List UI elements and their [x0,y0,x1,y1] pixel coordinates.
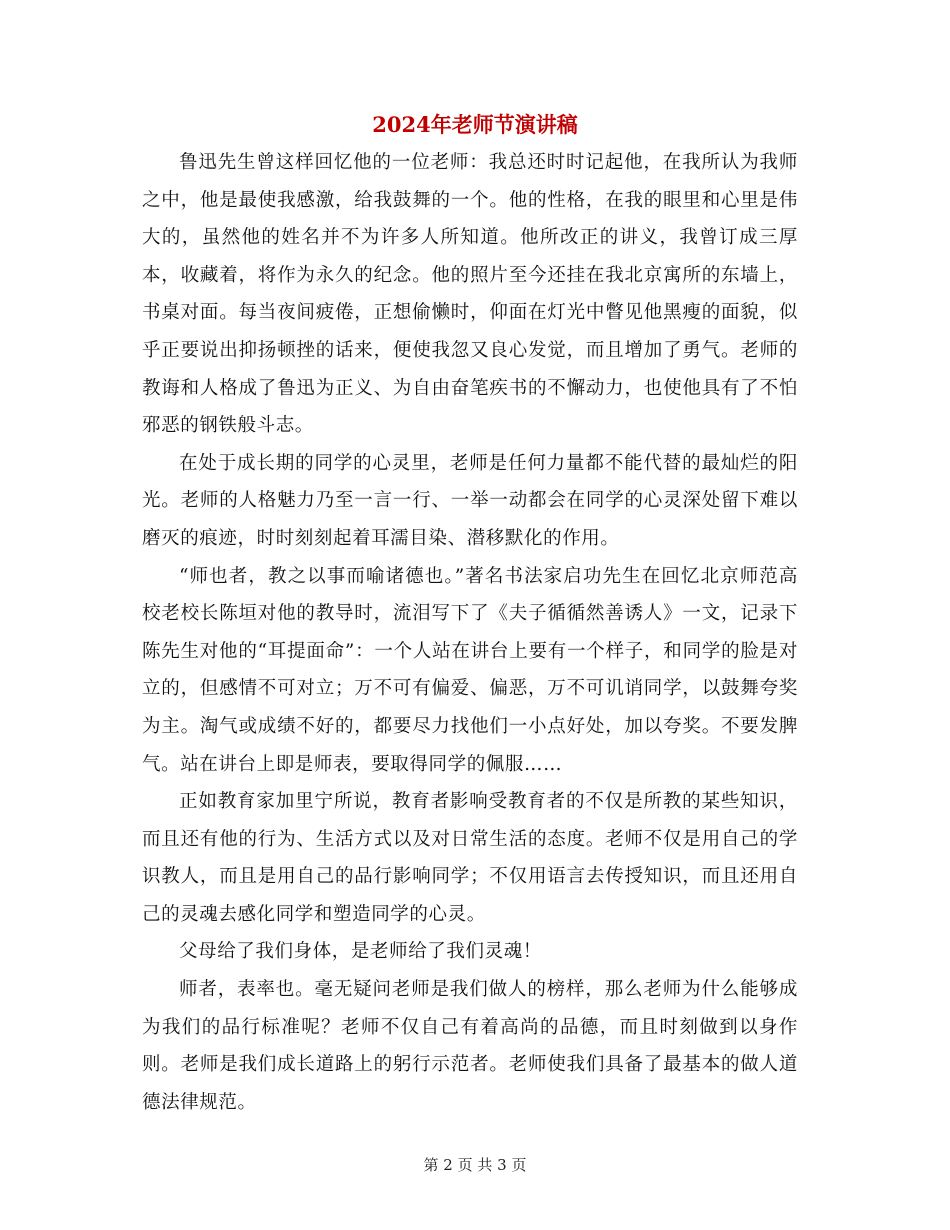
paragraph-1: 鲁迅先生曾这样回忆他的一位老师：我总还时时记起他，在我所认为我师之中，他是最使我感激，给我鼓舞的一个。他的性格，在我的眼里和心里是伟大的，虽然他的姓名并不为许多人所知道。他所改正的讲义，我曾订成三厚本，收藏着，将作为永久的纪念。他的照片至今还挂在我北京寓所的东墙上，书桌对面。每当夜间疲倦，正想偷懒时，仰面在灯光中瞥见他黑瘦的面貌，似乎正要说出抑扬顿挫的话来，便使我忽又良心发觉，而且增加了勇气。老师的教诲和人格成了鲁迅为正义、为自由奋笔疾书的不懈动力，也使他具有了不怕邪恶的钢铁般斗志。 [142,152,798,437]
paragraph-2: 在处于成长期的同学的心灵里，老师是任何力量都不能代替的最灿烂的阳光。老师的人格魅力乃至一言一行、一举一动都会在同学的心灵深处留下难以磨灭的痕迹，时时刻刻起着耳濡目染、潜移默化的作用。 [142,452,798,549]
paragraph-3: “师也者，教之以事而喻诸德也。”著名书法家启功先生在回忆北京师范高校老校长陈垣对他的教导时，流泪写下了《夫子循循然善诱人》一文，记录下陈先生对他的“耳提面命”：一个人站在讲台上要有一个样子，和同学的脸是对立的，但感情不可对立；万不可有偏爱、偏恶，万不可讥诮同学，以鼓舞夸奖为主。淘气或成绩不好的，都要尽力找他们一小点好处，加以夸奖。不要发脾气。站在讲台上即是师表，要取得同学的佩服…… [142,565,798,775]
paragraph-5: 父母给了我们身体，是老师给了我们灵魂！ [179,941,542,963]
paragraph-4: 正如教育家加里宁所说，教育者影响受教育者的不仅是所教的某些知识，而且还有他的行为、生活方式以及对日常生活的态度。老师不仅是用自己的学识教人，而且是用自己的品行影响同学；不仅用语言去传授知识，而且还用自己的灵魂去感化同学和塑造同学的心灵。 [142,791,798,925]
document-body [142,144,798,1121]
document-title: 2024年老师节演讲稿 [372,112,578,137]
paragraph-6: 师者，表率也。毫无疑问老师是我们做人的榜样，那么老师为什么能够成为我们的品行标准呢？老师不仅自己有着高尚的品德，而且时刻做到以身作则。老师是我们成长道路上的躬行示范者。老师使我们具备了最基本的做人道德法律规范。 [142,979,798,1113]
page-number-footer: 第 2 页 共 3 页 [423,1156,527,1174]
